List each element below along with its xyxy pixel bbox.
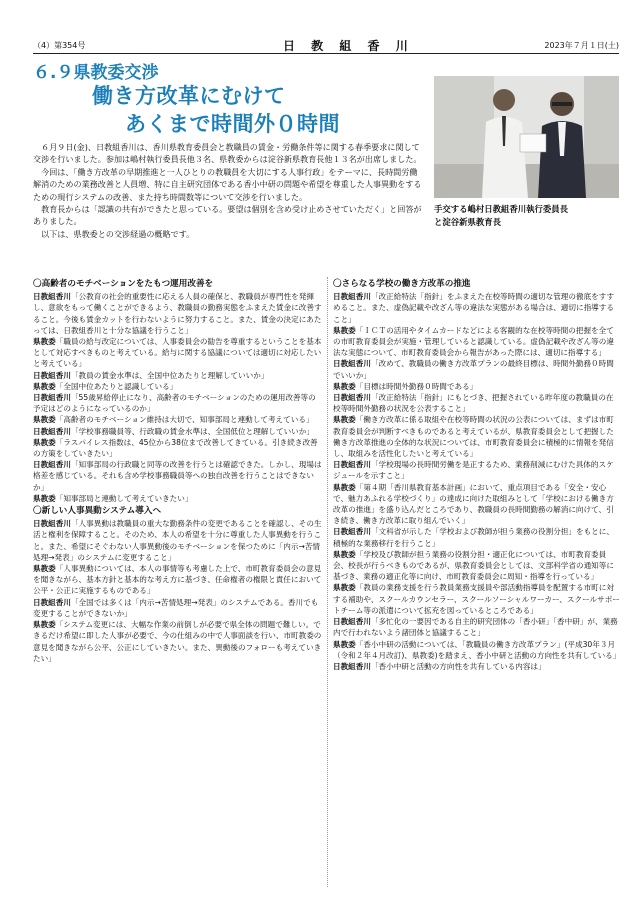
speaker-label: 日教組香川 — [33, 292, 71, 302]
dialogue-text: 「高齢者のモチベーション維持は大切で、知事部局と連動して考えている」 — [55, 415, 314, 425]
dialogue-item — [333, 459, 621, 481]
dialogue-item — [333, 482, 621, 527]
speaker-label: 県教委 — [33, 337, 56, 347]
dialogue-text: 「人事異動は教職員の重大な勤務条件の変更であることを確認し、その生活と権利を保障すること。そのため、本人の希望を十分に尊重した人事異動を行うこと。また、希望にそぐわない人事異動後のモチベーションを保つために「内示→苦情処理→発表」のシステムに変更すること」 — [33, 519, 322, 562]
dialogue-text: 「全国中位あたりと認識している」 — [55, 381, 178, 391]
dialogue-item — [333, 616, 621, 638]
dialogue-text: 「知事部局の行政職と同等の改善を行うとは確認できた。しかし、現場は格差を感じている。それも含め学校事務職員等への独自改善を行うことはできないか」 — [33, 460, 322, 492]
dialogue-item — [33, 426, 323, 437]
dialogue-item — [333, 414, 621, 459]
dialogue-item — [33, 392, 323, 414]
article-title-line2: あくまで時間外０時間 — [125, 112, 340, 136]
article-headline: ６.９県教委交渉 — [33, 63, 159, 83]
dialogue-item — [333, 661, 621, 672]
speaker-label: 日教組香川 — [33, 426, 71, 436]
dialogue-item — [333, 291, 621, 325]
issue-number: （4）第354号 — [33, 41, 86, 50]
dialogue-text: 「香小中研の活動については、「教職員の働き方改革プラン」(平成30年３月（令和２年４月改訂)、県教委)を踏まえ、香小中研と活動の方向性を共有している」 — [333, 639, 621, 660]
page-header — [33, 37, 619, 54]
column-divider — [327, 277, 328, 887]
dialogue-item — [33, 437, 323, 459]
dialogue-item — [333, 582, 621, 616]
speaker-label: 日教組香川 — [33, 519, 71, 529]
lead-paragraph: ６月９日(金)、日教組香川は、香川県教育委員会と教職員の賃金・労働条件等に関する春季要求に関して交渉を行いました。参加は嶋村執行委員長他３名、県教委からは淀谷新県教育長他１３名が出席しました。 — [33, 142, 422, 165]
speaker-label: 県教委 — [333, 415, 356, 425]
lead-paragraph: 以下は、県教委との交渉経過の概略です。 — [41, 228, 195, 239]
dialogue-item — [333, 392, 621, 414]
speaker-label: 県教委 — [33, 415, 56, 425]
dialogue-item — [33, 291, 323, 336]
dialogue-text: 「第４期「香川県教育基本計画」において、重点項目である「安全・安心で、魅力あふれる学校づくり」の達成に向けた取組みとして「学校における働き方改革の推進」を盛り込んだところであり、教職員の長時間勤務の解消に向けて、引き続き、働き方改革に取り組んでいく」 — [333, 482, 614, 526]
speaker-label: 日教組香川 — [333, 359, 371, 369]
right-column — [333, 277, 621, 672]
speaker-label: 県教委 — [333, 381, 356, 391]
speaker-label: 日教組香川 — [33, 370, 71, 380]
speaker-label: 日教組香川 — [333, 617, 371, 627]
dialogue-text: 「ＩＣＴの活用やタイムカードなどによる客観的な在校等時間の把握を全ての市町教育委員会が実施・管理していると認識している。虚偽記載や改ざん等の違法な実態について、市町教育委員会から報告があった際には、適切に指導する」 — [333, 325, 614, 358]
dialogue-text: 「改正給特法「指針」をふまえた在校等時間の適切な管理の徹底をすすめること。また、虚偽記載や改ざん等の違法な実態がある場合は、適切に指導すること」 — [333, 292, 615, 324]
dialogue-text: 「学校及び教師が担う業務の役割分担・適正化については、市町教育委員会、校長が行うべきものであるが、県教育委員会としては、文部科学省の通知等に基づき、業務の適正化等に向け、市町教育委員会に周知・指導を行っている」 — [333, 549, 614, 582]
dialogue-item — [33, 563, 323, 597]
dialogue-text: 「目標は時間外勤務０時間である」 — [355, 381, 478, 391]
dialogue-item — [33, 459, 323, 493]
speaker-label: 県教委 — [33, 620, 56, 630]
speaker-label: 県教委 — [333, 482, 356, 492]
dialogue-item — [333, 381, 621, 392]
photo-illustration — [434, 76, 619, 198]
left-column — [33, 277, 323, 664]
speaker-label: 県教委 — [33, 493, 56, 503]
dialogue-text: 「多忙化の一要因である自主的研究団体の「香小研」「香中研」が、業務内で行われないよう諸団体と協議すること」 — [333, 617, 618, 638]
article-photo — [434, 76, 619, 198]
speaker-label: 日教組香川 — [333, 292, 371, 302]
dialogue-text: 「公教育の社会的重要性に応える人員の確保と、教職員が専門性を発揮し、意欲をもって働くことができるよう、教職員の勤務実態をふまえた賃金に改善すること。今後も賃金カットを行わないように努力すること。また、賃金の決定にあたっては、日教組香川と十分な協議を行うこと」 — [33, 292, 322, 335]
dialogue-text: 「教員の賃金水準は、全国中位あたりと理解していいか」 — [70, 370, 269, 380]
section-heading: 〇新しい人事異動システム導入へ — [33, 506, 162, 517]
speaker-label: 日教組香川 — [33, 393, 71, 403]
article-title-line1: 働き方改革にむけて — [92, 84, 286, 108]
speaker-label: 県教委 — [33, 564, 56, 574]
photo-caption-line: と淀谷新県教育長 — [434, 217, 501, 227]
dialogue-item — [33, 493, 323, 504]
dialogue-item — [33, 619, 323, 664]
dialogue-text: 「改正給特法「指針」にもとづき、把握されている昨年度の教職員の在校等時間外勤務の状況を公表すること」 — [333, 393, 614, 414]
dialogue-item — [33, 597, 323, 619]
lead-paragraph: 今回は、「働き方改革の早期推進と一人ひとりの教職員を大切にする人事行政」をテーマに、長時間労働解消のための業務改善と人員増、特に自主研究団体である香小中研の問題や希望を尊重した人事異動をするための現行システムの改善、また持ち時間数等について交渉を行いました。 — [33, 166, 422, 202]
speaker-label: 日教組香川 — [33, 460, 71, 470]
lead-paragraph: 教育長からは「認識の共有ができたと思っている。要望は個別を含め受け止めさせていただく」と回答がありました。 — [33, 204, 422, 227]
speaker-label: 県教委 — [333, 549, 356, 559]
dialogue-item — [333, 639, 621, 661]
speaker-label: 県教委 — [333, 639, 356, 649]
dialogue-text: 「学校事務職員等、行政職の賃金水準は、全国低位と理解していいか」 — [70, 426, 314, 436]
speaker-label: 日教組香川 — [333, 661, 371, 671]
dialogue-text: 「文科省が示した「学校および教師が担う業務の役割分担」をもとに、積極的な業務移行を行うこと」 — [333, 527, 614, 548]
dialogue-item — [33, 518, 323, 563]
dialogue-item — [33, 370, 323, 381]
article-lead — [33, 141, 423, 240]
dialogue-text: 「全国では多くは「内示→苦情処理→発表」のシステムである。香川でも変更することができないか」 — [33, 597, 319, 618]
photo-caption-line: 手交する嶋村日教組香川執行委員長 — [434, 204, 568, 214]
dialogue-text: 「働き方改革に係る取組や在校等時間の状況の公表については、まずは市町教育委員会が判断すべきものであると考えているが、県教育委員会として把握した働き方改革推進の全体的な状況については、市町教育委員会に積極的に情報を発信し、取組みを活性化したいと考えている」 — [333, 415, 614, 459]
dialogue-item — [333, 526, 621, 548]
dialogue-item — [33, 336, 323, 370]
speaker-label: 日教組香川 — [333, 393, 371, 403]
speaker-label: 県教委 — [33, 437, 56, 447]
dialogue-text: 「香小中研と活動の方向性を共有している内容は」 — [370, 661, 546, 671]
dialogue-text: 「改めて、教職員の働き方改革プランの最終目標は、時間外勤務０時間でいいか」 — [333, 359, 614, 380]
speaker-label: 日教組香川 — [333, 527, 371, 537]
dialogue-item — [333, 325, 621, 359]
issue-date: 2023年７月１日(土) — [544, 41, 619, 50]
dialogue-text: 「職員の給与改定については、人事委員会の勧告を尊重するということを基本として対応すべきものと考えている。給与に関する協議については適切に対応したいと考えている」 — [33, 337, 322, 369]
dialogue-item — [33, 381, 323, 392]
dialogue-item — [333, 358, 621, 380]
speaker-label: 日教組香川 — [33, 597, 71, 607]
dialogue-text: 「人事異動については、本人の事情等も考慮した上で、市町教育委員会の意見を聞きながら、基本方針と基本的な考え方に基づき、任命権者の権限と責任において公平・公正に実施するものである」 — [33, 564, 322, 596]
dialogue-item — [33, 414, 323, 425]
dialogue-text: 「知事部局と連動して考えていきたい」 — [55, 493, 193, 503]
dialogue-text: 「55歳昇給停止になり、高齢者のモチベーションのための運用改善等の予定はどのようになっているのか」 — [33, 393, 316, 414]
dialogue-item — [333, 549, 621, 583]
speaker-label: 日教組香川 — [333, 460, 371, 470]
dialogue-text: 「学校現場の長時間労働を是正するため、業務削減にむけた具体的スケジュールを示すこと」 — [333, 460, 614, 481]
dialogue-text: 「システム変更には、大幅な作業の前倒しが必要で県全体の問題で難しい。できるだけ希望に即した人事が必要で、今の仕組みの中で人事面談を行い、市町教委の意見を聞きながら公平、公正にしていきたい。また、異動後のフォローも考えていきたい」 — [33, 620, 322, 663]
dialogue-text: 「教員の業務支援を行う教員業務支援員や部活動指導員を配置する市町に対する補助や、スクールカウンセラー、スクールソーシャルワーカー、スクールサポートチーム等の派遣について拡充を図っているところである」 — [333, 583, 620, 615]
photo-caption — [434, 203, 624, 229]
section-heading: 〇高齢者のモチベーションをたもつ運用改善を — [33, 279, 214, 289]
section-heading: 〇さらなる学校の働き方改革の推進 — [333, 279, 471, 289]
newspaper-title: 日 教 組 香 川 — [283, 39, 414, 53]
speaker-label: 県教委 — [33, 381, 56, 391]
speaker-label: 県教委 — [333, 583, 356, 593]
dialogue-text: 「ラスパイレス指数は、45位から38位まで改善してきている。引き続き改善の方策をしていきたい」 — [33, 437, 318, 459]
speaker-label: 県教委 — [333, 325, 356, 335]
